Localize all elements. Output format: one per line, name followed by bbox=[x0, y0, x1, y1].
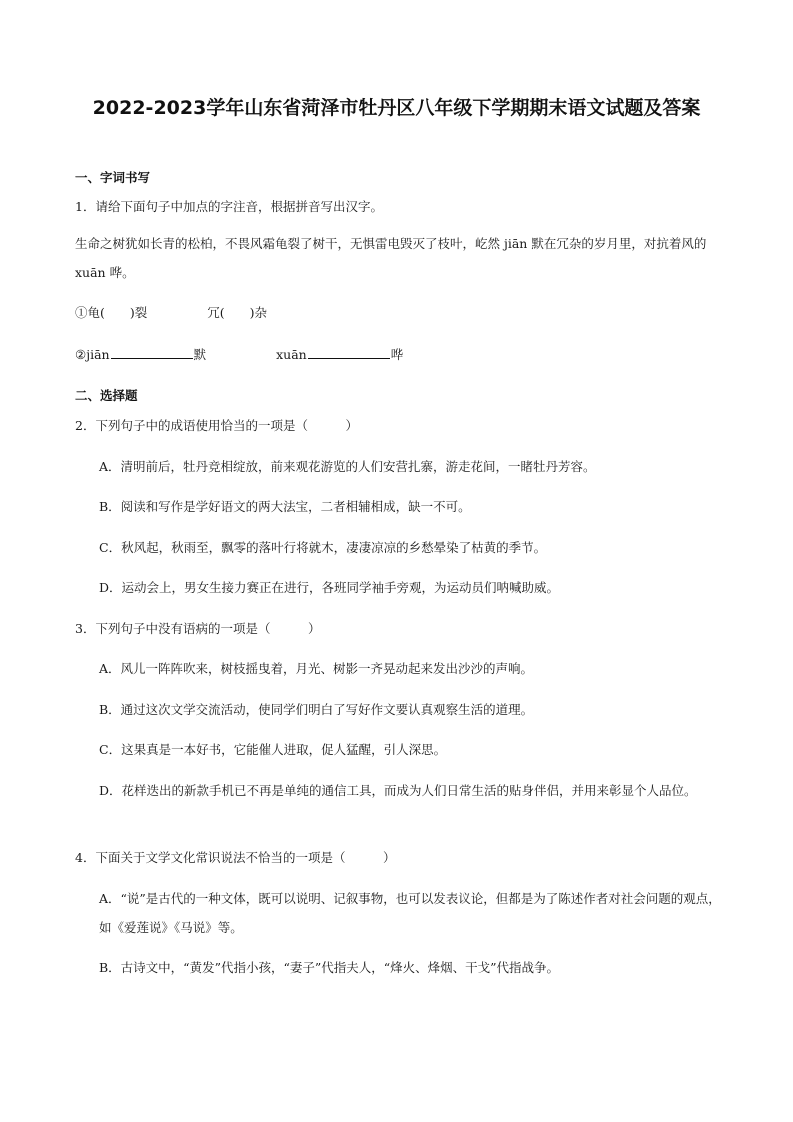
answer-blank-2[interactable] bbox=[308, 347, 390, 359]
question-2-stem: 2．下列句子中的成语使用恰当的一项是（ ） bbox=[75, 418, 358, 433]
question-3-option-c: C．这果真是一本好书，它能催人进取，促人猛醒，引人深思。 bbox=[99, 742, 447, 757]
hanzi-item-1-suffix: 默 bbox=[193, 347, 207, 362]
question-1-passage: 生命之树犹如长青的松柏，不畏风霜龟裂了树干，无惧雷电毁灭了枝叶，屹然 jiān 默在冗杂的岁月里，对抗着风的 xuān 哗。 bbox=[75, 236, 707, 280]
answer-blank-1[interactable] bbox=[111, 347, 193, 359]
question-2-option-d: D．运动会上，男女生接力赛正在进行，各班同学袖手旁观，为运动员们呐喊助威。 bbox=[99, 580, 560, 595]
question-3-option-a: A．风儿一阵阵吹来，树枝摇曳着，月光、树影一齐晃动起来发出沙沙的声响。 bbox=[99, 661, 534, 676]
question-3-option-b: B．通过这次文学交流活动，使同学们明白了写好作文要认真观察生活的道理。 bbox=[99, 702, 534, 717]
hanzi-item-1-prefix: ②jiān bbox=[75, 347, 110, 362]
question-1-row-2 bbox=[75, 347, 403, 363]
question-2-option-a: A．清明前后，牡丹竞相绽放，前来观花游览的人们安营扎寨，游走花间，一睹牡丹芳容。 bbox=[99, 459, 596, 474]
question-1-row-1 bbox=[75, 305, 267, 321]
pinyin-item-2: 冗( )杂 bbox=[207, 305, 268, 320]
question-2-option-c: C．秋风起，秋雨至，飘零的落叶行将就木，凄凄凉凉的乡愁晕染了枯黄的季节。 bbox=[99, 540, 547, 555]
hanzi-item-2-prefix: xuān bbox=[276, 347, 307, 362]
question-2-option-b: B．阅读和写作是学好语文的两大法宝，二者相辅相成，缺一不可。 bbox=[99, 499, 471, 514]
section-heading-1: 一、字词书写 bbox=[75, 170, 151, 185]
page-title: 2022-2023学年山东省菏泽市牡丹区八年级下学期期末语文试题及答案 bbox=[92, 97, 701, 119]
question-4-option-b: B．古诗文中，“黄发”代指小孩，“妻子”代指夫人，“烽火、烽烟、干戈”代指战争。 bbox=[99, 960, 560, 975]
question-1-stem: 1．请给下面句子中加点的字注音，根据拼音写出汉字。 bbox=[75, 199, 383, 214]
section-heading-2: 二、选择题 bbox=[75, 388, 138, 403]
question-4-option-a: A．“说”是古代的一种文体，既可以说明、记叙事物，也可以发表议论，但都是为了陈述作者对社会问题的观点，如《爱莲说》《马说》等。 bbox=[99, 891, 721, 935]
question-4-stem: 4．下面关于文学文化常识说法不恰当的一项是（ ） bbox=[75, 850, 396, 865]
question-3-stem: 3．下列句子中没有语病的一项是（ ） bbox=[75, 621, 321, 636]
pinyin-item-1: ①龟( )裂 bbox=[75, 305, 148, 320]
question-3-option-d: D．花样迭出的新款手机已不再是单纯的通信工具，而成为人们日常生活的贴身伴侣，并用来彰显个人品位。 bbox=[99, 783, 697, 798]
hanzi-item-2-suffix: 哗 bbox=[390, 347, 404, 362]
